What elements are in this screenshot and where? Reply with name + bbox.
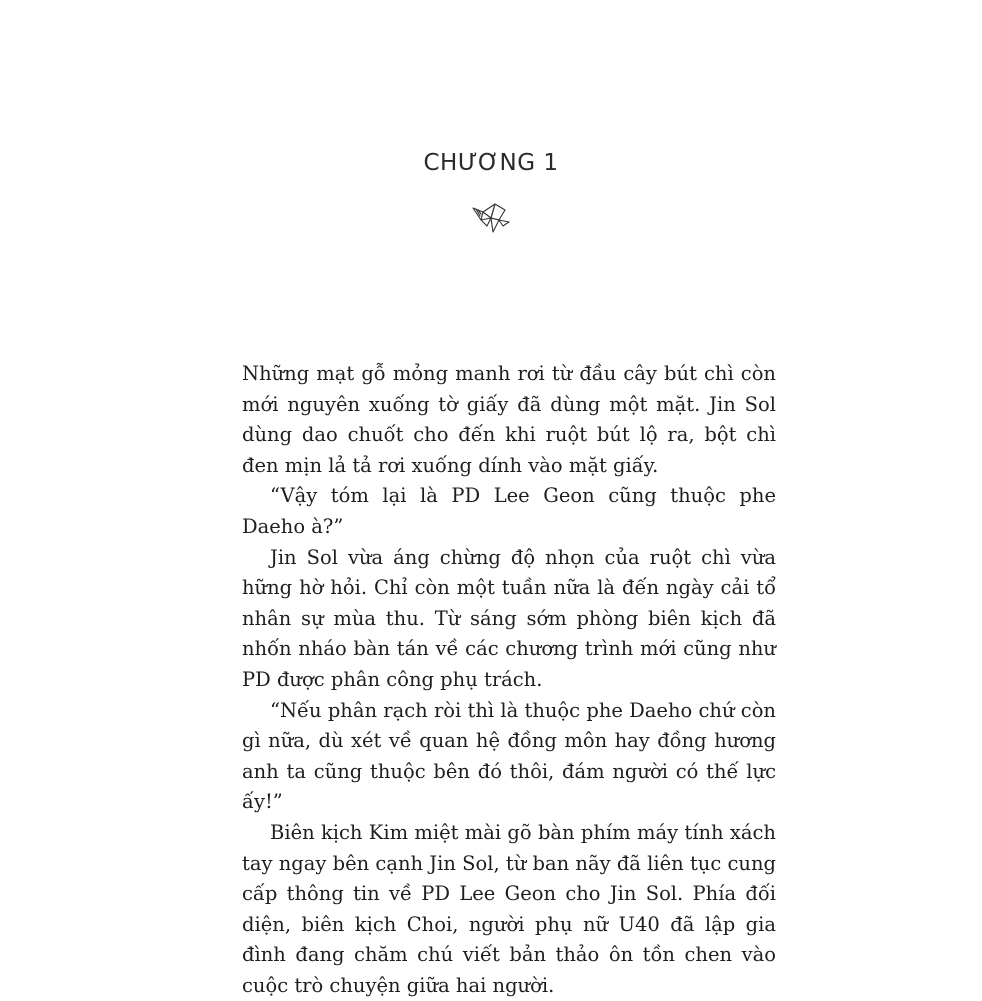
- paper-crane-icon: [469, 198, 513, 236]
- paragraph: Jin Sol vừa áng chừng độ nhọn của ruột chì vừa hững hờ hỏi. Chỉ còn một tuần nữa là đến ngày cải tổ nhân sự mùa thu. Từ sáng sớm phòng biên kịch đã nhốn nháo bàn tán về các chương trình mới cũng như PD được phân công phụ trách.: [242, 545, 776, 691]
- paragraph: “Nếu phân rạch ròi thì là thuộc phe Daeho chứ còn gì nữa, dù xét về quan hệ đồng môn hay đồng hương anh ta cũng thuộc bên đó thôi, đám người có thế lực ấy!”: [242, 698, 776, 814]
- paragraph: Những mạt gỗ mỏng manh rơi từ đầu cây bút chì còn mới nguyên xuống tờ giấy đã dùng một mặt. Jin Sol dùng dao chuốt cho đến khi ruột bút lộ ra, bột chì đen mịn lả tả rơi xuống dính vào mặt giấy.: [242, 362, 776, 477]
- chapter-body: [242, 359, 776, 1001]
- chapter-title: CHƯƠNG 1: [423, 150, 559, 176]
- paragraph: “Vậy tóm lại là PD Lee Geon cũng thuộc phe Daeho à?”: [242, 484, 776, 538]
- paragraph: Biên kịch Kim miệt mài gõ bàn phím máy tính xách tay ngay bên cạnh Jin Sol, từ ban nãy đã liên tục cung cấp thông tin về PD Lee Geon cho Jin Sol. Phía đối diện, biên kịch Choi, người phụ nữ U40 đã lập gia đình đang chăm chú viết bản thảo ôn tồn chen vào cuộc trò chuyện giữa hai người.: [242, 820, 776, 997]
